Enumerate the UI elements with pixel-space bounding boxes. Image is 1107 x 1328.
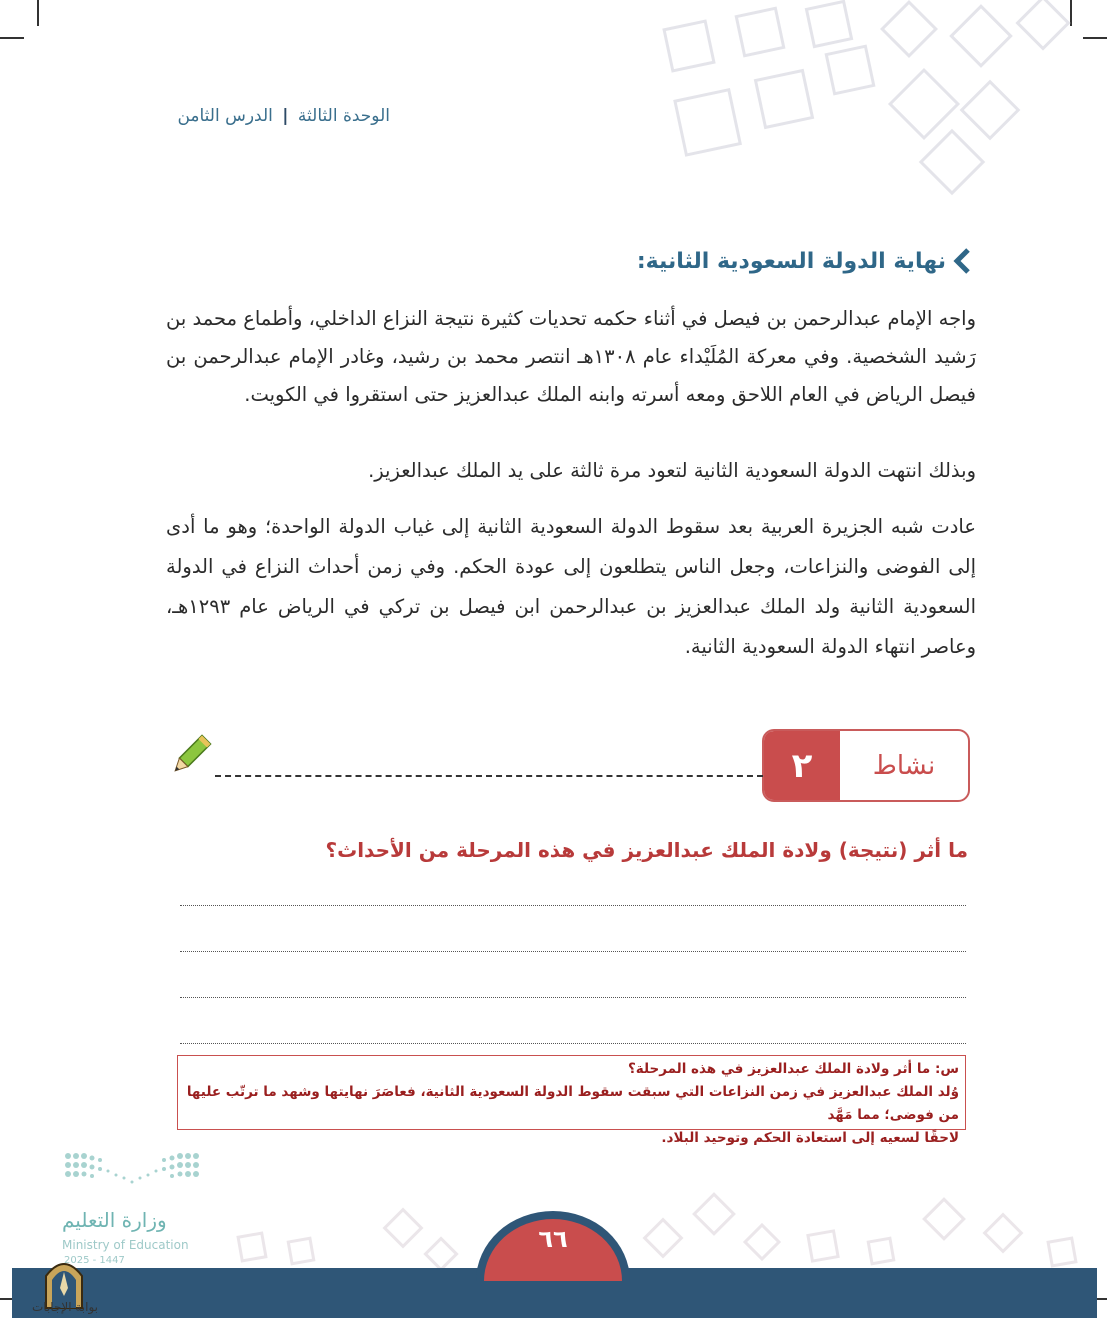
watermark-text: بوابة الإجابات (32, 1300, 99, 1314)
chevron-left-icon (952, 248, 974, 274)
answer-line[interactable] (180, 997, 966, 998)
pencil-icon (168, 733, 212, 779)
decorative-pattern (230, 1185, 1100, 1275)
page-number: ٦٦ (538, 1225, 568, 1253)
answer-box (177, 1055, 966, 1146)
activity-question: ما أثر (نتيجة) ولادة الملك عبدالعزيز في هذه المرحلة من الأحداث؟ (325, 838, 968, 862)
section-heading (637, 248, 974, 274)
header-separator: | (282, 106, 289, 126)
answer-line[interactable] (180, 905, 966, 906)
activity-label: نشاط (872, 750, 936, 781)
ministry-name-arabic: وزارة التعليم (62, 1208, 167, 1232)
activity-badge (762, 729, 970, 802)
lesson-label: الدرس الثامن (177, 106, 273, 126)
answer-text: وُلد الملك عبدالعزيز في زمن النزاعات التي سبقت سقوط الدولة السعودية الثانية، فعاصَرَ نهايتها وشهد ما ترتّب عليها من فوضى؛ مما مَهَّد (186, 1084, 959, 1123)
ministry-name-english: Ministry of Education (62, 1238, 189, 1252)
answer-line[interactable] (180, 951, 966, 952)
activity-number: ٢ (764, 731, 840, 800)
paragraph-3: عادت شبه الجزيرة العربية بعد سقوط الدولة السعودية الثانية إلى غياب الدولة الواحدة؛ وهو ما أدى إلى الفوضى والنزاعات، وجعل الناس يتطلعون إلى عودة الحكم. وفي زمن أحداث النزاع في الدولة السعودية الثانية ولد الملك عبدالعزيز بن عبدالرحمن ابن فيصل بن تركي في الرياض عام ١٢٩٣هـ، وعاصر انتهاء الدولة السعودية الثانية. (166, 515, 976, 658)
paragraph-1: واجه الإمام عبدالرحمن بن فيصل في أثناء حكمه تحديات كثيرة نتيجة النزاع الداخلي، وأطماع محمد بن رَشيد الشخصية. وفي معركة المُلَيْداء عام ١٣٠٨هـ انتصر محمد بن رشيد، وغادر الإمام عبدالرحمن بن فيصل الرياض في العام اللاحق ومعه أسرته وابنه الملك عبدالعزيز حتى استقروا في الكويت. (166, 307, 976, 406)
unit-label: الوحدة الثالثة (297, 106, 390, 126)
edition-year: 2025 - 1447 (64, 1255, 125, 1266)
paragraph-2: وبذلك انتهت الدولة السعودية الثانية لتعود مرة ثالثة على يد الملك عبدالعزيز. (368, 459, 976, 482)
section-title: نهاية الدولة السعودية الثانية: (636, 248, 946, 274)
decorative-pattern (650, 0, 1107, 230)
answer-question: س: ما أثر ولادة الملك عبدالعزيز في هذه المرحلة؟ (627, 1061, 959, 1077)
page-header (150, 106, 390, 134)
crop-mark (0, 37, 24, 39)
ministry-logo-icon (62, 1150, 202, 1192)
answer-text: لاحقًا لسعيه إلى استعادة الحكم وتوحيد البلاد. (661, 1130, 959, 1146)
crop-mark (37, 0, 39, 26)
dashed-divider (215, 775, 763, 777)
answer-line[interactable] (180, 1043, 966, 1044)
